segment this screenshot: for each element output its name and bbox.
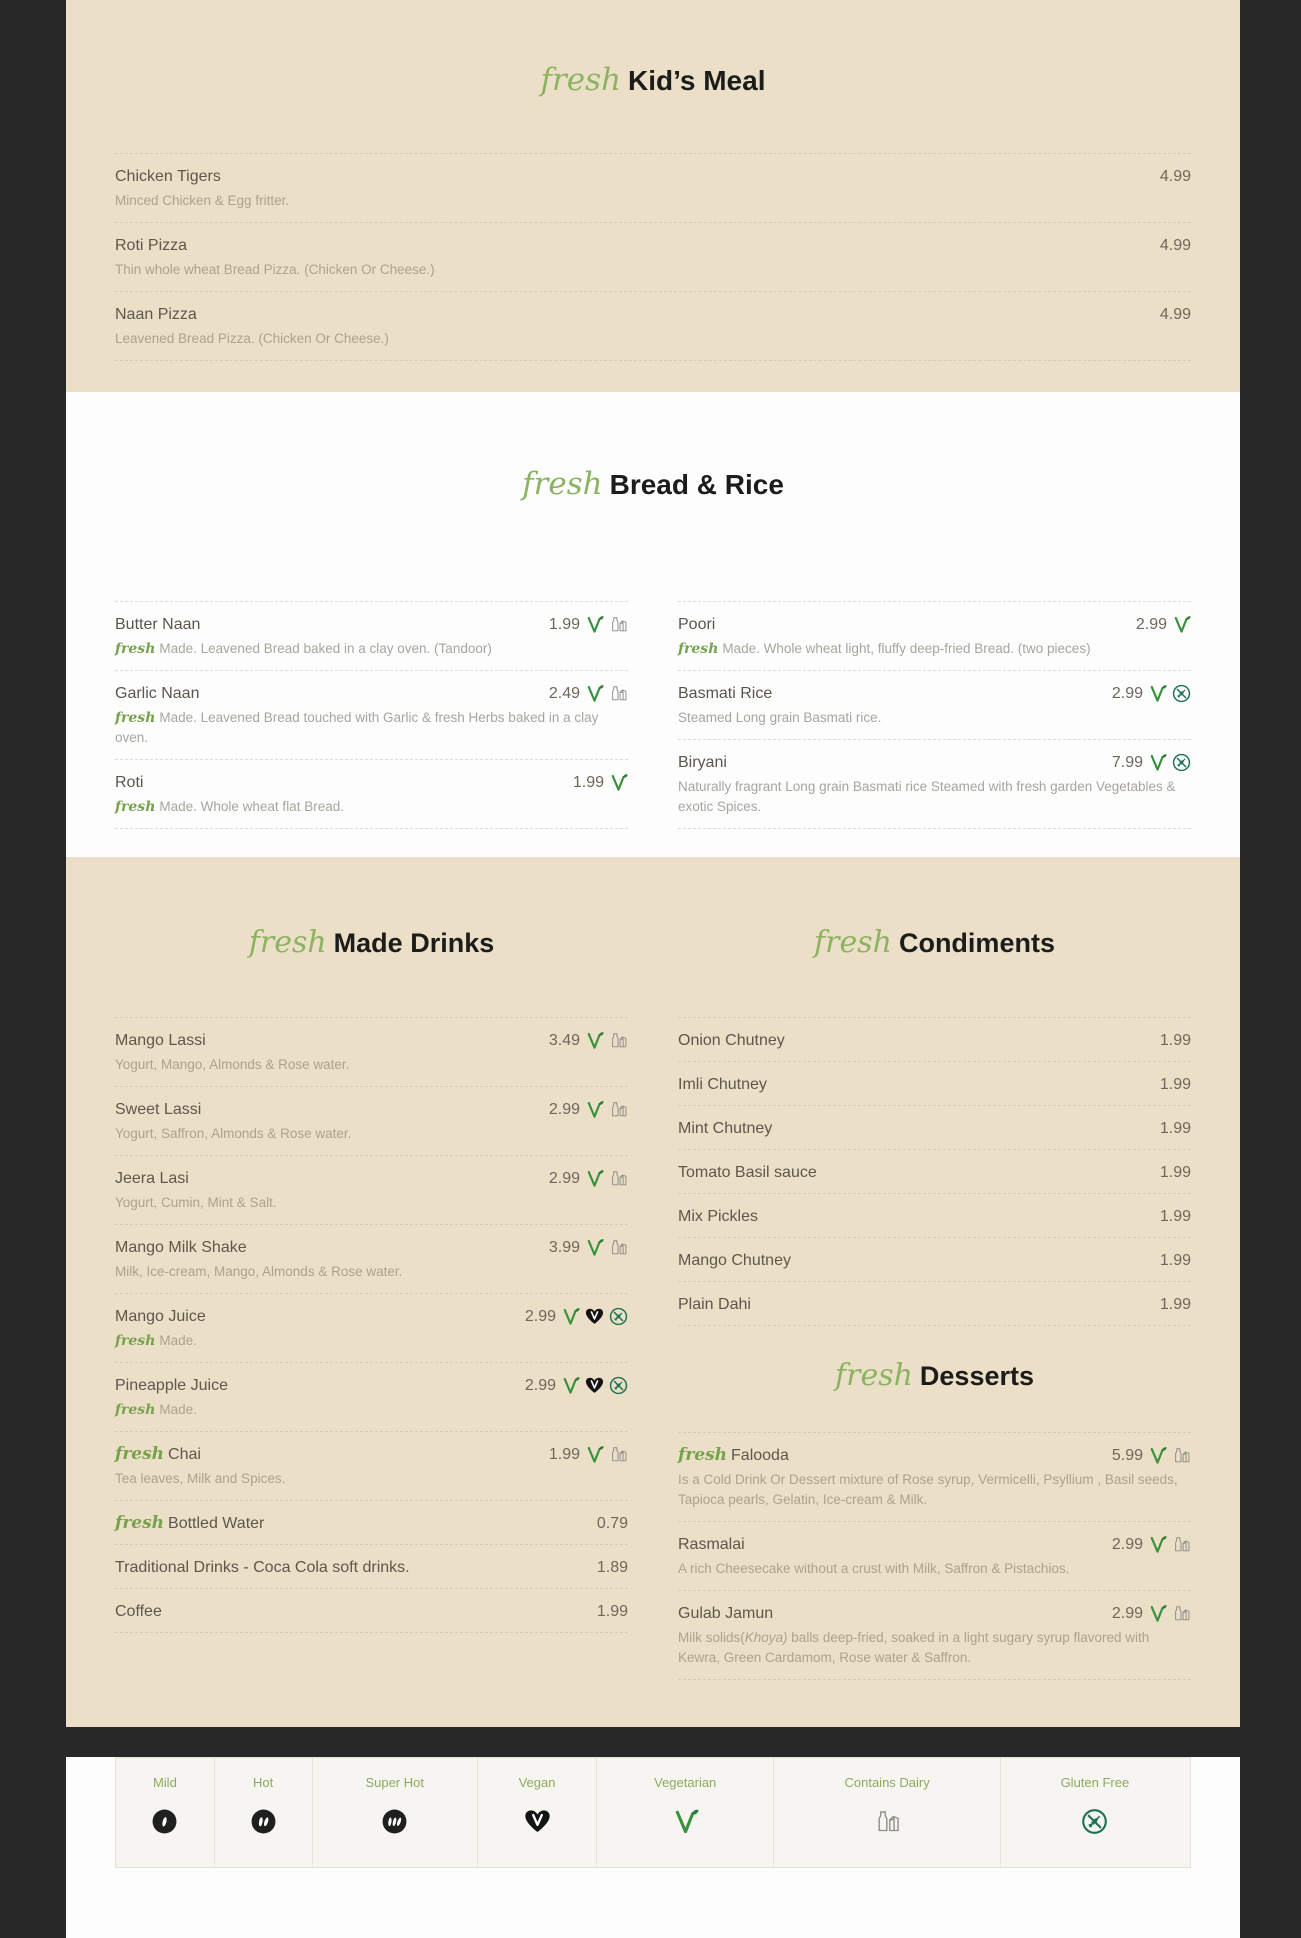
vegetarian-icon (561, 1307, 580, 1326)
item-price: 4.99 (1159, 306, 1191, 323)
legend-cell-hot (215, 1758, 313, 1867)
fresh-script-word: fresh (115, 1513, 165, 1533)
hot-icon (250, 1808, 277, 1835)
vegetarian-icon (585, 1100, 604, 1119)
legend-cell-gluten-free (1001, 1758, 1189, 1867)
section-title-text: Condiments (898, 928, 1055, 958)
item-description: Thin whole wheat Bread Pizza. (Chicken Or Cheese.) (115, 262, 435, 277)
legend-cell-super-hot (313, 1758, 478, 1867)
item-name: Butter Naan (115, 616, 201, 633)
item-price: 1.89 (596, 1559, 628, 1576)
item-description: fresh Made. (115, 1402, 197, 1418)
item-description: fresh Made. Whole wheat flat Bread. (115, 799, 344, 815)
gluten-free-icon (1081, 1808, 1108, 1835)
vegetarian-icon (585, 1445, 604, 1464)
menu-item-mint-chutney (678, 1106, 1191, 1150)
item-price: 1.99 (572, 774, 604, 791)
item-price: 5.99 (1111, 1447, 1143, 1464)
fresh-script-word: fresh (115, 641, 156, 657)
contains-dairy-icon (609, 684, 628, 703)
menu-item-biryani (678, 740, 1191, 829)
legend-cell-mild (116, 1758, 215, 1867)
menu-item-butter-naan (115, 602, 628, 671)
item-name: fresh Chai (115, 1444, 201, 1464)
item-name: Roti (115, 774, 144, 791)
vegetarian-icon (585, 1031, 604, 1050)
menu-item-mango-milk-shake (115, 1225, 628, 1294)
desserts-list (678, 1432, 1191, 1680)
vegetarian-icon (1148, 684, 1167, 703)
item-name: Pineapple Juice (115, 1377, 228, 1394)
contains-dairy-icon (609, 1169, 628, 1188)
fresh-script-word: fresh (814, 925, 892, 960)
item-name: Mint Chutney (678, 1120, 773, 1137)
legend-label: Vegetarian (654, 1775, 717, 1790)
menu-item-garlic-naan (115, 671, 628, 760)
menu-page (66, 0, 1240, 1920)
item-name: fresh Bottled Water (115, 1513, 265, 1533)
item-price: 1.99 (1159, 1076, 1191, 1093)
item-description: A rich Cheesecake without a crust with Milk, Saffron & Pistachios. (678, 1561, 1070, 1576)
menu-item-roti (115, 760, 628, 829)
section-title-text: Bread & Rice (609, 469, 784, 500)
item-name: Mango Chutney (678, 1252, 791, 1269)
contains-dairy-icon (1172, 1446, 1191, 1465)
item-price: 7.99 (1111, 754, 1143, 771)
item-name: Plain Dahi (678, 1296, 751, 1313)
item-description: Milk solids(Khoya) balls deep-fried, soaked in a light sugary syrup flavored with Kewra, Green Cardamom, Rose water & Saffron. (678, 1630, 1150, 1665)
menu-item-mango-juice (115, 1294, 628, 1363)
item-price: 2.99 (524, 1377, 556, 1394)
item-price: 1.99 (1159, 1252, 1191, 1269)
item-description: Milk, Ice-cream, Mango, Almonds & Rose water. (115, 1264, 403, 1279)
section-legend (66, 1757, 1240, 1938)
item-price: 2.99 (548, 1101, 580, 1118)
item-price: 2.99 (524, 1308, 556, 1325)
legend-label: Vegan (518, 1775, 556, 1790)
vegetarian-icon (1148, 1535, 1167, 1554)
item-name: Coffee (115, 1603, 162, 1620)
item-name: Mix Pickles (678, 1208, 759, 1225)
vegetarian-icon (561, 1376, 580, 1395)
condiments-list (678, 1017, 1191, 1326)
fresh-script-word: fresh (115, 1402, 156, 1418)
menu-item-sweet-lassi (115, 1087, 628, 1156)
menu-item-chicken-tigers (115, 154, 1191, 223)
contains-dairy-icon (609, 1445, 628, 1464)
vegetarian-icon (672, 1808, 699, 1835)
menu-item-mango-chutney (678, 1238, 1191, 1282)
menu-item-mango-lassi (115, 1018, 628, 1087)
item-name: Jeera Lasi (115, 1170, 189, 1187)
section-title-condiments (678, 857, 1191, 963)
item-name: Garlic Naan (115, 685, 200, 702)
gluten-free-icon (609, 1307, 628, 1326)
item-description: Yogurt, Cumin, Mint & Salt. (115, 1195, 277, 1210)
item-price: 1.99 (1159, 1296, 1191, 1313)
fresh-script-word: fresh (115, 1333, 156, 1349)
section-title-text: Made Drinks (333, 928, 495, 958)
item-description: Leavened Bread Pizza. (Chicken Or Cheese.) (115, 331, 389, 346)
menu-item-naan-pizza (115, 292, 1191, 361)
item-price: 2.99 (1135, 616, 1167, 633)
item-description: Tea leaves, Milk and Spices. (115, 1471, 286, 1486)
menu-item-onion-chutney (678, 1018, 1191, 1062)
legend-label: Contains Dairy (844, 1775, 930, 1790)
item-description: Yogurt, Mango, Almonds & Rose water. (115, 1057, 350, 1072)
item-price: 1.99 (1159, 1032, 1191, 1049)
menu-item-rasmalai (678, 1522, 1191, 1591)
vegetarian-icon (1148, 753, 1167, 772)
menu-item-poori (678, 602, 1191, 671)
item-name: Sweet Lassi (115, 1101, 202, 1118)
item-name: Rasmalai (678, 1536, 745, 1553)
vegan-icon (585, 1376, 604, 1395)
section-drinks-condiments-desserts (66, 857, 1240, 1727)
vegetarian-icon (585, 1238, 604, 1257)
vegetarian-icon (1172, 615, 1191, 634)
item-name: Mango Juice (115, 1308, 206, 1325)
fresh-script-word: fresh (678, 1445, 728, 1465)
menu-item-jeera-lasi (115, 1156, 628, 1225)
item-name: Mango Milk Shake (115, 1239, 247, 1256)
menu-item-imli-chutney (678, 1062, 1191, 1106)
item-price: 0.79 (596, 1515, 628, 1532)
fresh-script-word: fresh (678, 641, 719, 657)
contains-dairy-icon (609, 1238, 628, 1257)
fresh-script-word: fresh (522, 466, 603, 502)
menu-item-fresh-chai (115, 1432, 628, 1501)
menu-item-fresh-bottled-water (115, 1501, 628, 1545)
fresh-script-word: fresh (115, 1444, 165, 1464)
fresh-script-word: fresh (248, 925, 327, 960)
vegan-icon (524, 1808, 551, 1835)
item-name: Poori (678, 616, 716, 633)
item-price: 4.99 (1159, 237, 1191, 254)
item-name: Imli Chutney (678, 1076, 767, 1093)
mild-icon (151, 1808, 178, 1835)
item-price: 2.49 (548, 685, 580, 702)
vegetarian-icon (1148, 1446, 1167, 1465)
legend-table (115, 1757, 1191, 1868)
legend-label: Super Hot (365, 1775, 424, 1790)
section-title-kids-meal (115, 0, 1191, 101)
menu-item-mix-pickles (678, 1194, 1191, 1238)
contains-dairy-icon (1172, 1604, 1191, 1623)
item-name: Chicken Tigers (115, 168, 221, 185)
item-price: 2.99 (548, 1170, 580, 1187)
contains-dairy-icon (609, 1031, 628, 1050)
item-price: 1.99 (548, 616, 580, 633)
item-description: Minced Chicken & Egg fritter. (115, 193, 290, 208)
item-price: 3.49 (548, 1032, 580, 1049)
section-title-desserts (678, 1356, 1191, 1396)
contains-dairy-icon (1172, 1535, 1191, 1554)
contains-dairy-icon (609, 1100, 628, 1119)
item-description: Is a Cold Drink Or Dessert mixture of Rose syrup, Vermicelli, Psyllium , Basil seeds, Tapioca pearls, Gelatin, Ice-cream & Milk. (678, 1472, 1178, 1507)
menu-item-plain-dahi (678, 1282, 1191, 1326)
menu-item-tomato-basil-sauce (678, 1150, 1191, 1194)
gluten-free-icon (609, 1376, 628, 1395)
item-name: Traditional Drinks - Coca Cola soft drinks. (115, 1559, 410, 1576)
menu-item-coffee (115, 1589, 628, 1633)
fresh-script-word: fresh (540, 62, 622, 98)
kids-meal-list (115, 153, 1191, 361)
made-drinks-list (115, 1017, 628, 1633)
vegan-icon (585, 1307, 604, 1326)
item-price: 4.99 (1159, 168, 1191, 185)
fresh-script-word: fresh (115, 799, 156, 815)
item-name: Onion Chutney (678, 1032, 785, 1049)
section-kids-meal (66, 0, 1240, 392)
fresh-script-word: fresh (115, 710, 156, 726)
legend-label: Gluten Free (1060, 1775, 1130, 1790)
gluten-free-icon (1172, 753, 1191, 772)
item-description: fresh Made. Whole wheat light, fluffy deep-fried Bread. (two pieces) (678, 641, 1091, 657)
bread-rice-left-list (115, 601, 628, 829)
item-name: Biryani (678, 754, 727, 771)
item-price: 1.99 (548, 1446, 580, 1463)
menu-item-basmati-rice (678, 671, 1191, 740)
section-title-bread-rice (115, 392, 1191, 505)
vegetarian-icon (585, 684, 604, 703)
vegetarian-icon (1148, 1604, 1167, 1623)
item-name: Basmati Rice (678, 685, 773, 702)
menu-item-pineapple-juice (115, 1363, 628, 1432)
legend-cell-contains-dairy (774, 1758, 1001, 1867)
item-description: Yogurt, Saffron, Almonds & Rose water. (115, 1126, 352, 1141)
item-description: Naturally fragrant Long grain Basmati rice Steamed with fresh garden Vegetables & exotic Spices. (678, 779, 1176, 814)
super-hot-icon (381, 1808, 408, 1835)
item-price: 2.99 (1111, 1536, 1143, 1553)
item-description: fresh Made. (115, 1333, 197, 1349)
item-name: Gulab Jamun (678, 1605, 774, 1622)
menu-item-traditional-drinks (115, 1545, 628, 1589)
item-price: 2.99 (1111, 1605, 1143, 1622)
vegetarian-icon (585, 1169, 604, 1188)
contains-dairy-icon (874, 1808, 901, 1835)
item-description: Steamed Long grain Basmati rice. (678, 710, 882, 725)
item-price: 3.99 (548, 1239, 580, 1256)
item-name: fresh Falooda (678, 1445, 789, 1465)
item-name: Tomato Basil sauce (678, 1164, 817, 1181)
menu-item-roti-pizza (115, 223, 1191, 292)
legend-cell-vegan (478, 1758, 597, 1867)
legend-label: Mild (152, 1775, 177, 1790)
item-price: 1.99 (1159, 1208, 1191, 1225)
vegetarian-icon (585, 615, 604, 634)
item-name: Roti Pizza (115, 237, 188, 254)
menu-item-fresh-falooda (678, 1433, 1191, 1522)
menu-item-gulab-jamun (678, 1591, 1191, 1680)
contains-dairy-icon (609, 615, 628, 634)
item-name: Naan Pizza (115, 306, 197, 323)
item-description: fresh Made. Leavened Bread baked in a clay oven. (Tandoor) (115, 641, 492, 657)
section-title-text: Desserts (919, 1361, 1034, 1391)
section-title-text: Kid’s Meal (628, 65, 766, 96)
item-price: 1.99 (596, 1603, 628, 1620)
vegetarian-icon (609, 773, 628, 792)
item-price: 1.99 (1159, 1120, 1191, 1137)
legend-cell-vegetarian (597, 1758, 774, 1867)
item-price: 2.99 (1111, 685, 1143, 702)
gluten-free-icon (1172, 684, 1191, 703)
item-description: fresh Made. Leavened Bread touched with Garlic & fresh Herbs baked in a clay oven. (115, 710, 599, 745)
section-bread-rice (66, 392, 1240, 857)
item-name: Mango Lassi (115, 1032, 206, 1049)
fresh-script-word: fresh (835, 1358, 913, 1393)
item-price: 1.99 (1159, 1164, 1191, 1181)
legend-label: Hot (253, 1775, 274, 1790)
bread-rice-right-list (678, 601, 1191, 829)
section-title-made-drinks (115, 857, 628, 963)
